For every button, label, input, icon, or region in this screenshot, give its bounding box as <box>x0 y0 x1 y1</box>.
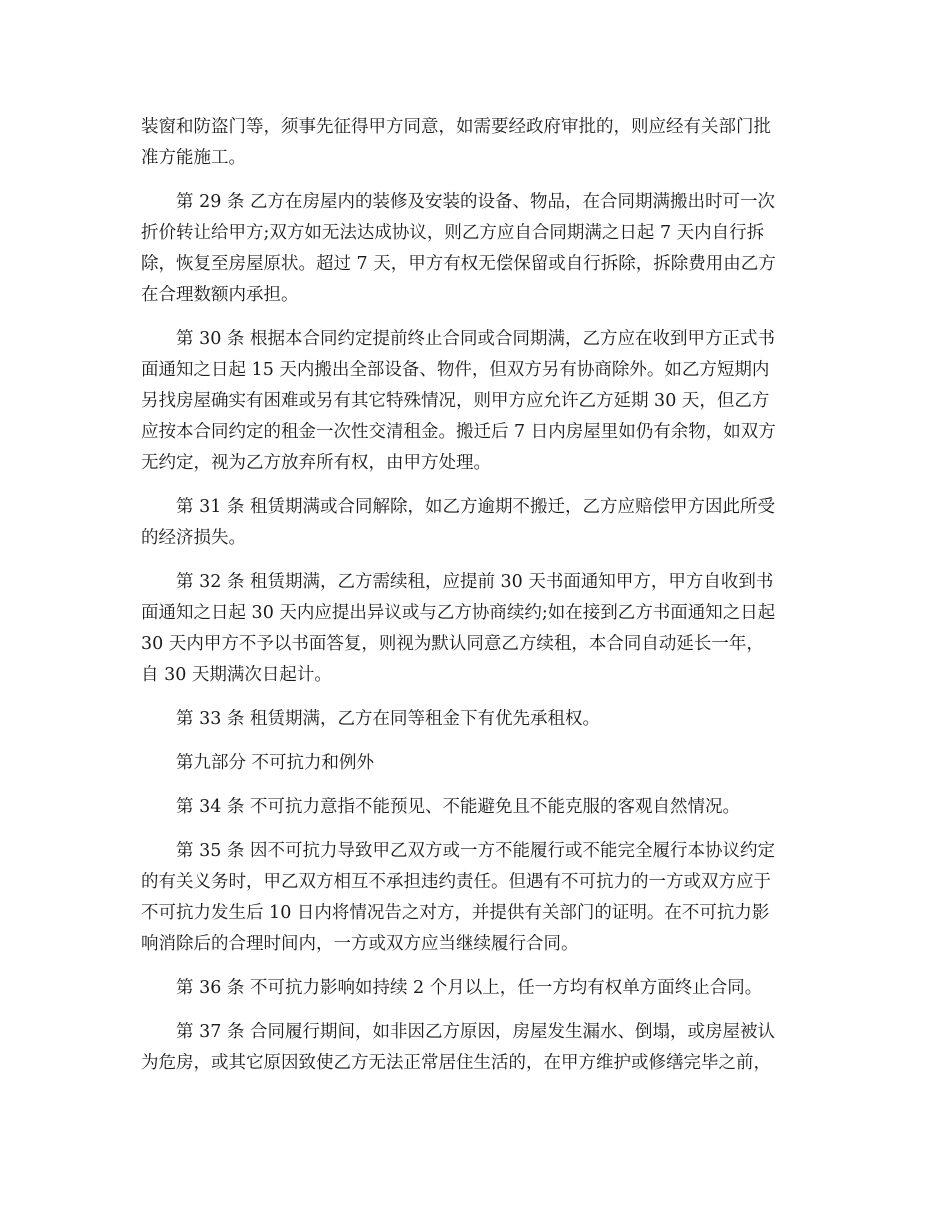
paragraph <box>141 704 811 735</box>
text-line: 为危房，或其它原因致使乙方无法正常居住生活的，在甲方维护或修缮完毕之前， <box>141 1053 771 1073</box>
paragraph <box>141 973 811 1004</box>
text-line: 的经济损失。 <box>141 528 246 548</box>
paragraph <box>141 836 811 960</box>
text-line: 第 30 条 根据本合同约定提前终止合同或合同期满，乙方应在收到甲方正式书 <box>176 329 775 349</box>
text-line: 面通知之日起 15 天内搬出全部设备、物件，但双方另有协商除外。如乙方短期内 <box>141 360 770 380</box>
paragraph <box>141 187 811 311</box>
text-line: 第 37 条 合同履行期间，如非因乙方原因，房屋发生漏水、倒塌，或房屋被认 <box>176 1022 775 1042</box>
paragraph <box>141 1017 811 1079</box>
text-line: 30 天内甲方不予以书面答复，则视为默认同意乙方续租，本合同自动延长一年， <box>141 634 764 654</box>
text-line: 无约定，视为乙方放弃所有权，由甲方处理。 <box>141 453 491 473</box>
paragraph <box>141 567 811 691</box>
text-line: 第 33 条 租赁期满，乙方在同等租金下有优先承租权。 <box>176 709 600 729</box>
text-line: 折价转让给甲方;双方如无法达成协议，则乙方应自合同期满之日起 7 天内自行拆 <box>141 223 765 243</box>
paragraph <box>141 792 811 823</box>
text-line: 第 29 条 乙方在房屋内的装修及安装的设备、物品，在合同期满搬出时可一次 <box>176 192 775 212</box>
text-line: 另找房屋确实有困难或另有其它特殊情况，则甲方应允许乙方延期 30 天，但乙方 <box>141 391 770 411</box>
text-line: 准方能施工。 <box>141 148 246 168</box>
text-line: 第 36 条 不可抗力影响如持续 2 个月以上，任一方均有权单方面终止合同。 <box>176 978 763 998</box>
text-line: 面通知之日起 30 天内应提出异议或与乙方协商续约;如在接到乙方书面通知之日起 <box>141 603 776 623</box>
text-line: 装窗和防盗门等，须事先征得甲方同意，如需要经政府审批的，则应经有关部门批 <box>141 117 771 137</box>
paragraph <box>141 324 811 479</box>
document-body <box>141 112 811 1092</box>
text-line: 第 31 条 租赁期满或合同解除，如乙方逾期不搬迁，乙方应赔偿甲方因此所受 <box>176 497 775 517</box>
text-line: 第 35 条 因不可抗力导致甲乙双方或一方不能履行或不能完全履行本协议约定 <box>176 841 775 861</box>
text-line: 应按本合同约定的租金一次性交清租金。搬迁后 7 日内房屋里如仍有余物，如双方 <box>141 422 776 442</box>
text-line: 第 34 条 不可抗力意指不能预见、不能避免且不能克服的客观自然情况。 <box>176 797 740 817</box>
text-line: 不可抗力发生后 10 日内将情况告之对方，并提供有关部门的证明。在不可抗力影 <box>141 903 770 923</box>
text-line: 第 32 条 租赁期满，乙方需续租，应提前 30 天书面通知甲方，甲方自收到书 <box>176 572 774 592</box>
text-line: 除，恢复至房屋原状。超过 7 天，甲方有权无偿保留或自行拆除，拆除费用由乙方 <box>141 254 776 274</box>
paragraph <box>141 748 811 779</box>
text-line: 自 30 天期满次日起计。 <box>141 665 332 685</box>
paragraph <box>141 492 811 554</box>
text-line: 的有关义务时，甲乙双方相互不承担违约责任。但遇有不可抗力的一方或双方应于 <box>141 872 771 892</box>
text-line: 第九部分 不可抗力和例外 <box>176 753 375 773</box>
text-line: 响消除后的合理时间内，一方或双方应当继续履行合同。 <box>141 934 579 954</box>
text-line: 在合理数额内承担。 <box>141 285 299 305</box>
paragraph <box>141 112 811 174</box>
